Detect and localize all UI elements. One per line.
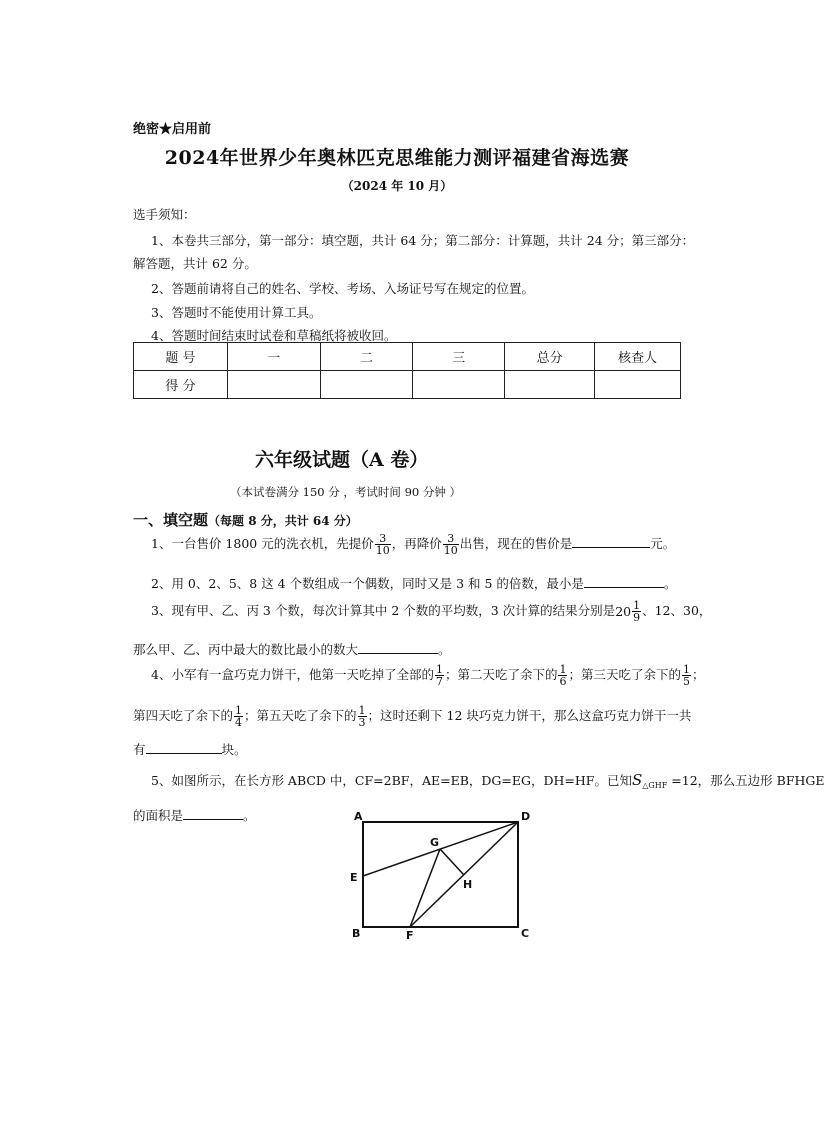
q3-mixed-numerator: 1 bbox=[633, 599, 641, 612]
q4-f3-denominator: 5 bbox=[683, 675, 690, 688]
score-table-header-row bbox=[134, 343, 681, 371]
q3-text-3: 那么甲、乙、丙中最大的数比最小的数大 bbox=[133, 642, 359, 657]
q5-text-1: 5、如图所示，在长方形 ABCD 中，CF=2BF，AE=EB，DG=EG，DH=HF。已知 bbox=[151, 773, 632, 788]
rectangle-abcd bbox=[363, 822, 518, 927]
q2-text-1: 2、用 0、2、5、8 这 4 个数组成一个偶数，同时又是 3 和 5 的倍数，最小是 bbox=[151, 576, 584, 591]
q1-text-1: 1、一台售价 1800 元的洗衣机，先提价 bbox=[151, 536, 374, 551]
question-4 bbox=[151, 664, 705, 687]
section-heading bbox=[133, 509, 358, 530]
q4-text-6: ；第五天吃了余下的 bbox=[244, 708, 357, 723]
section-points: （每题 8 分，共计 64 分） bbox=[208, 514, 358, 528]
question-5-cont bbox=[133, 806, 256, 824]
grade-title: 六年级试题（A 卷） bbox=[255, 449, 429, 471]
question-2 bbox=[151, 574, 676, 592]
q1-f2-denominator: 10 bbox=[443, 544, 458, 557]
q3-text-2: 、12、30， bbox=[642, 603, 712, 618]
q1-answer-blank[interactable] bbox=[572, 535, 650, 548]
notice-item-1-cont: 解答题，共计 62 分。 bbox=[133, 256, 257, 271]
notice-item-4: 4、答题时间结束时试卷和草稿纸将被收回。 bbox=[151, 328, 397, 343]
label-e: E bbox=[350, 871, 358, 884]
question-3 bbox=[151, 600, 711, 623]
q2-answer-blank[interactable] bbox=[584, 575, 664, 588]
q5-area-symbol: S bbox=[631, 771, 643, 789]
rectangle-figure bbox=[340, 805, 540, 945]
q4-f3-numerator: 1 bbox=[683, 663, 690, 676]
section-title: 一、填空题 bbox=[133, 511, 209, 529]
q3-mixed-fraction bbox=[632, 600, 641, 623]
label-c: C bbox=[521, 927, 530, 940]
exam-date: （2024 年 10 月） bbox=[341, 179, 453, 193]
q5-text-4: 。 bbox=[243, 808, 256, 823]
q4-text-5: 第四天吃了余下的 bbox=[133, 708, 234, 723]
segment-gh bbox=[440, 849, 464, 875]
question-4-cont bbox=[133, 705, 691, 728]
score-cell-part1[interactable] bbox=[227, 371, 320, 399]
question-5 bbox=[151, 771, 825, 790]
q1-fraction-1 bbox=[375, 533, 391, 556]
score-cell-part3[interactable] bbox=[413, 371, 505, 399]
q1-text-2: ，再降价 bbox=[391, 536, 442, 551]
q4-fraction-5 bbox=[358, 705, 367, 728]
label-h: H bbox=[463, 878, 473, 891]
segment-fg bbox=[410, 849, 440, 927]
label-g: G bbox=[430, 836, 440, 849]
q4-fraction-1 bbox=[435, 664, 444, 687]
q4-f2-denominator: 6 bbox=[559, 675, 567, 688]
q1-fraction-2 bbox=[443, 533, 459, 556]
label-a: A bbox=[354, 810, 363, 823]
q1-text-4: 元。 bbox=[650, 536, 676, 551]
score-table-header-cell: 题 号 bbox=[134, 343, 228, 371]
paper-note: （本试卷满分 150 分 ，考试时间 90 分钟 ） bbox=[230, 485, 462, 499]
q5-area-subscript: △GHF bbox=[642, 781, 668, 790]
q4-f4-numerator: 1 bbox=[235, 704, 243, 717]
score-table-header-cell: 二 bbox=[320, 343, 413, 371]
q4-f5-numerator: 1 bbox=[358, 704, 366, 717]
score-table-header-cell: 总分 bbox=[505, 343, 595, 371]
q5-answer-blank[interactable] bbox=[183, 807, 243, 820]
notice-heading: 选手须知： bbox=[133, 207, 196, 222]
score-cell-part2[interactable] bbox=[320, 371, 413, 399]
question-1 bbox=[151, 533, 675, 556]
q3-mixed-denominator: 9 bbox=[633, 611, 641, 624]
q4-answer-blank[interactable] bbox=[146, 741, 222, 754]
q1-f1-numerator: 3 bbox=[375, 533, 391, 545]
q1-f2-numerator: 3 bbox=[443, 533, 459, 545]
score-cell-total[interactable] bbox=[505, 371, 595, 399]
score-table-header-cell: 三 bbox=[413, 343, 505, 371]
q4-f2-numerator: 1 bbox=[559, 663, 567, 676]
notice-item-1: 1、本卷共三部分，第一部分：填空题，共计 64 分；第二部分：计算题，共计 24 分；第三部分： bbox=[151, 233, 695, 248]
label-f: F bbox=[406, 929, 414, 942]
q2-text-2: 。 bbox=[663, 576, 677, 591]
score-table-score-row bbox=[134, 371, 681, 399]
score-row-label: 得 分 bbox=[134, 371, 228, 399]
q4-text-2: ；第二天吃了余下的 bbox=[444, 667, 558, 682]
q4-f1-denominator: 7 bbox=[435, 675, 443, 688]
q5-text-3: 的面积是 bbox=[133, 808, 184, 823]
q4-fraction-3 bbox=[682, 664, 691, 687]
q5-text-2: =12，那么五边形 BFHGE bbox=[667, 773, 825, 788]
q4-text-9: 块。 bbox=[221, 742, 247, 757]
q4-text-8: 有 bbox=[133, 742, 146, 757]
label-b: B bbox=[352, 927, 361, 940]
label-d: D bbox=[521, 810, 531, 823]
notice-item-2: 2、答题前请将自己的姓名、学校、考场、入场证号写在规定的位置。 bbox=[151, 281, 534, 296]
score-table-header-cell: 核查人 bbox=[595, 343, 681, 371]
q1-text-3: 出售，现在的售价是 bbox=[459, 536, 573, 551]
score-cell-checker[interactable] bbox=[595, 371, 681, 399]
notice-item-3: 3、答题时不能使用计算工具。 bbox=[151, 305, 322, 320]
q3-text-4: 。 bbox=[438, 642, 451, 657]
q1-f1-denominator: 10 bbox=[375, 544, 390, 557]
question-4-cont-2 bbox=[133, 740, 247, 758]
q4-text-7: ；这时还剩下 12 块巧克力饼干，那么这盒巧克力饼干一共 bbox=[367, 708, 692, 723]
q4-text-3: ；第三天吃了余下的 bbox=[568, 667, 681, 682]
score-table-header-cell: 一 bbox=[227, 343, 320, 371]
q3-answer-blank[interactable] bbox=[358, 641, 438, 654]
question-3-cont bbox=[133, 640, 451, 658]
q4-f4-denominator: 4 bbox=[235, 716, 243, 729]
q4-fraction-2 bbox=[558, 664, 567, 687]
q3-mixed-integer: 20 bbox=[615, 604, 632, 619]
q4-f1-numerator: 1 bbox=[435, 663, 443, 676]
score-table bbox=[133, 342, 681, 399]
exam-title: 2024年世界少年奥林匹克思维能力测评福建省海选赛 bbox=[164, 147, 630, 169]
q4-text-4: ； bbox=[692, 667, 705, 682]
q4-f5-denominator: 3 bbox=[358, 716, 366, 729]
confidential-label: 绝密★启用前 bbox=[133, 122, 212, 137]
q4-text-1: 4、小军有一盒巧克力饼干，他第一天吃掉了全部的 bbox=[151, 667, 434, 682]
q3-text-1: 3、现有甲、乙、丙 3 个数，每次计算其中 2 个数的平均数，3 次计算的结果分别是 bbox=[151, 603, 616, 618]
q4-fraction-4 bbox=[234, 705, 243, 728]
